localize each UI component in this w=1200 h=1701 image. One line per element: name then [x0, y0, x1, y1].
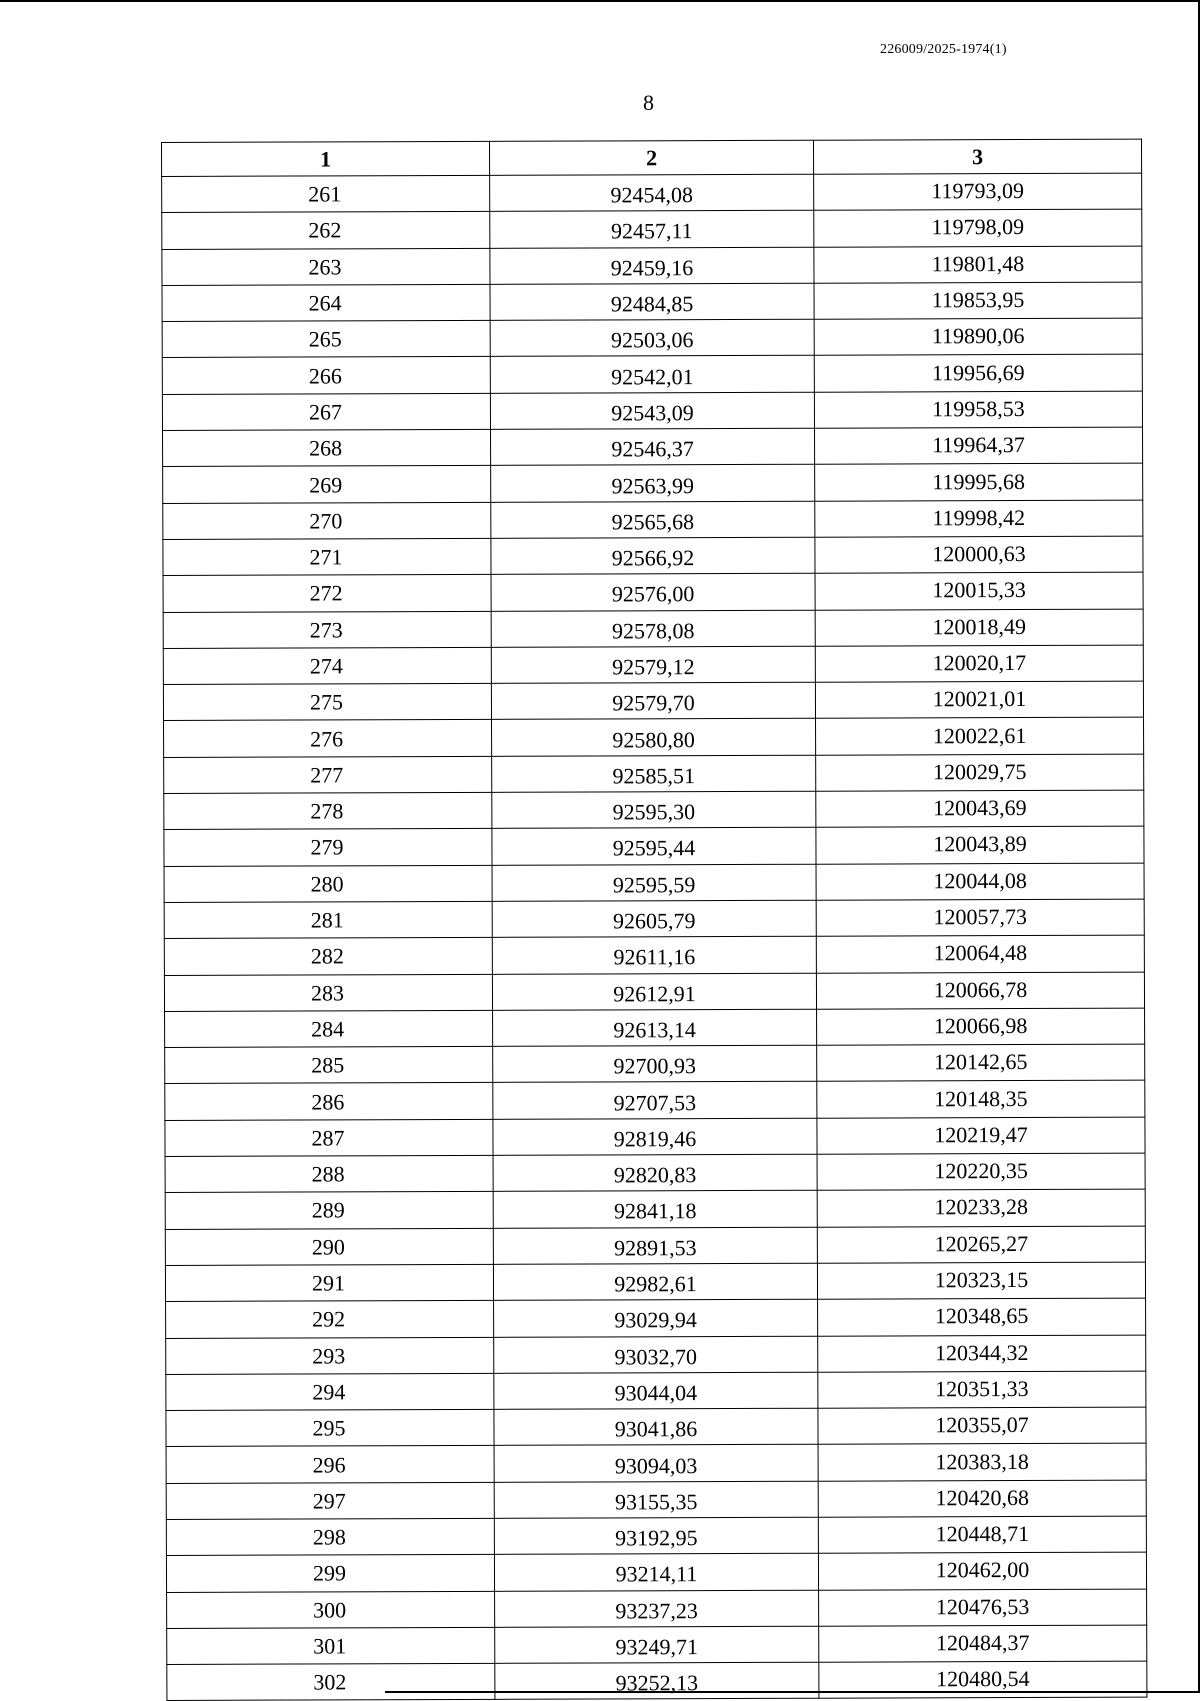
cell-x-coordinate: 92566,92: [491, 537, 815, 574]
cell-y-coordinate: 119958,53: [814, 391, 1142, 428]
table-row: [163, 536, 1143, 576]
cell-x-coordinate: 92611,16: [492, 936, 816, 973]
cell-x-coordinate: 93214,11: [494, 1553, 818, 1590]
cell-point-number: 263: [162, 248, 490, 285]
table-row: [166, 1407, 1146, 1447]
cell-y-coordinate: 120383,18: [818, 1443, 1146, 1480]
cell-y-coordinate: 120476,53: [819, 1589, 1147, 1626]
cell-y-coordinate: 120018,49: [815, 609, 1143, 646]
cell-x-coordinate: 93249,71: [495, 1626, 819, 1663]
cell-y-coordinate: 120066,78: [816, 972, 1144, 1009]
cell-y-coordinate: 120015,33: [815, 572, 1143, 609]
cell-x-coordinate: 92503,06: [490, 319, 814, 356]
table-row: [166, 1371, 1146, 1411]
cell-point-number: 264: [162, 284, 490, 321]
cell-y-coordinate: 119890,06: [814, 318, 1142, 355]
cell-x-coordinate: 92578,08: [491, 610, 815, 647]
cell-point-number: 284: [165, 1010, 493, 1047]
cell-y-coordinate: 120148,35: [817, 1080, 1145, 1117]
table-row: [167, 1661, 1147, 1701]
cell-y-coordinate: 119998,42: [815, 500, 1143, 537]
cell-point-number: 298: [166, 1518, 494, 1555]
cell-x-coordinate: 93192,95: [494, 1517, 818, 1554]
table-row: [163, 572, 1143, 612]
cell-x-coordinate: 92595,30: [492, 791, 816, 828]
table-row: [162, 173, 1142, 213]
table-row: [166, 1516, 1146, 1556]
cell-y-coordinate: 119801,48: [814, 246, 1142, 283]
cell-x-coordinate: 93041,86: [494, 1408, 818, 1445]
table-row: [166, 1298, 1146, 1338]
cell-x-coordinate: 92543,09: [490, 392, 814, 429]
table-row: [162, 318, 1142, 358]
table-row: [164, 935, 1144, 975]
cell-x-coordinate: 92613,14: [493, 1009, 817, 1046]
cell-y-coordinate: 120420,68: [818, 1480, 1146, 1517]
page-number: 8: [643, 90, 654, 115]
table-row: [162, 355, 1142, 395]
cell-point-number: 282: [164, 938, 492, 975]
cell-x-coordinate: 92576,00: [491, 573, 815, 610]
cell-y-coordinate: 119853,95: [814, 282, 1142, 319]
cell-y-coordinate: 119964,37: [815, 427, 1143, 464]
cell-x-coordinate: 92579,70: [491, 682, 815, 719]
cell-x-coordinate: 92700,93: [493, 1045, 817, 1082]
cell-y-coordinate: 120057,73: [816, 899, 1144, 936]
table-row: [163, 609, 1143, 649]
column-header-y: 3: [813, 139, 1141, 174]
cell-y-coordinate: 120029,75: [816, 754, 1144, 791]
table-row: [162, 391, 1142, 431]
table-row: [165, 1262, 1145, 1302]
cell-y-coordinate: 119956,69: [814, 355, 1142, 392]
cell-point-number: 279: [164, 829, 492, 866]
page-border-top: [0, 0, 1200, 2]
cell-y-coordinate: 120344,32: [818, 1335, 1146, 1372]
cell-point-number: 269: [163, 466, 491, 503]
cell-point-number: 287: [165, 1119, 493, 1156]
table-row: [166, 1335, 1146, 1375]
cell-x-coordinate: 92580,80: [492, 719, 816, 756]
cell-y-coordinate: 120348,65: [818, 1298, 1146, 1335]
cell-point-number: 277: [164, 756, 492, 793]
cell-x-coordinate: 92585,51: [492, 755, 816, 792]
cell-point-number: 295: [166, 1409, 494, 1446]
table-row: [167, 1625, 1147, 1665]
cell-x-coordinate: 93032,70: [494, 1336, 818, 1373]
cell-y-coordinate: 120020,17: [815, 645, 1143, 682]
cell-point-number: 302: [167, 1664, 495, 1701]
cell-y-coordinate: 120219,47: [817, 1117, 1145, 1154]
cell-x-coordinate: 92605,79: [492, 900, 816, 937]
table-row: [164, 826, 1144, 866]
table-row: [163, 500, 1143, 540]
table-row: [164, 718, 1144, 758]
cell-x-coordinate: 93237,23: [495, 1590, 819, 1627]
table-row: [164, 790, 1144, 830]
table-row: [164, 754, 1144, 794]
cell-point-number: 275: [163, 684, 491, 721]
table-row: [166, 1480, 1146, 1520]
table-body: [162, 173, 1147, 1701]
column-header-x: 2: [489, 140, 813, 175]
cell-point-number: 294: [166, 1373, 494, 1410]
cell-point-number: 266: [162, 357, 490, 394]
table-row: [162, 209, 1142, 249]
cell-x-coordinate: 93029,94: [494, 1299, 818, 1336]
cell-point-number: 283: [164, 974, 492, 1011]
cell-x-coordinate: 92484,85: [490, 283, 814, 320]
cell-x-coordinate: 93155,35: [494, 1481, 818, 1518]
cell-y-coordinate: 120064,48: [816, 935, 1144, 972]
cell-point-number: 285: [165, 1046, 493, 1083]
cell-point-number: 262: [162, 212, 490, 249]
cell-point-number: 300: [167, 1591, 495, 1628]
cell-x-coordinate: 92820,83: [493, 1154, 817, 1191]
cell-y-coordinate: 120265,27: [817, 1226, 1145, 1263]
cell-point-number: 265: [162, 321, 490, 358]
cell-point-number: 297: [166, 1482, 494, 1519]
cell-x-coordinate: 92707,53: [493, 1082, 817, 1119]
cell-point-number: 301: [167, 1627, 495, 1664]
cell-point-number: 292: [166, 1301, 494, 1338]
table-row: [165, 1189, 1145, 1229]
cell-x-coordinate: 92595,59: [492, 864, 816, 901]
table-row: [165, 1117, 1145, 1157]
table-row: [164, 899, 1144, 939]
cell-x-coordinate: 92457,11: [490, 211, 814, 248]
cell-y-coordinate: 120220,35: [817, 1153, 1145, 1190]
cell-x-coordinate: 92542,01: [490, 356, 814, 393]
cell-point-number: 274: [163, 647, 491, 684]
cell-point-number: 278: [164, 792, 492, 829]
cell-point-number: 273: [163, 611, 491, 648]
cell-y-coordinate: 120448,71: [818, 1516, 1146, 1553]
cell-y-coordinate: 120044,08: [816, 863, 1144, 900]
cell-point-number: 267: [162, 393, 490, 430]
cell-y-coordinate: 120462,00: [818, 1552, 1146, 1589]
cell-point-number: 293: [166, 1337, 494, 1374]
cell-x-coordinate: 92982,61: [493, 1263, 817, 1300]
cell-point-number: 291: [165, 1264, 493, 1301]
table-row: [166, 1443, 1146, 1483]
cell-point-number: 271: [163, 538, 491, 575]
cell-x-coordinate: 93252,13: [495, 1662, 819, 1699]
cell-x-coordinate: 92612,91: [492, 973, 816, 1010]
table-row: [167, 1589, 1147, 1629]
cell-point-number: 286: [165, 1083, 493, 1120]
table-row: [164, 972, 1144, 1012]
cell-x-coordinate: 92454,08: [490, 174, 814, 211]
cell-x-coordinate: 92595,44: [492, 828, 816, 865]
cell-point-number: 261: [162, 175, 490, 212]
cell-x-coordinate: 92579,12: [491, 646, 815, 683]
cell-y-coordinate: 120355,07: [818, 1407, 1146, 1444]
cell-y-coordinate: 120484,37: [819, 1625, 1147, 1662]
cell-point-number: 281: [164, 901, 492, 938]
cell-y-coordinate: 120351,33: [818, 1371, 1146, 1408]
cell-point-number: 288: [165, 1155, 493, 1192]
cell-y-coordinate: 120233,28: [817, 1189, 1145, 1226]
cell-point-number: 290: [165, 1228, 493, 1265]
document-registration-number: 226009/2025-1974(1): [880, 42, 1007, 57]
cell-point-number: 276: [164, 720, 492, 757]
table-row: [165, 1044, 1145, 1084]
cell-x-coordinate: 92459,16: [490, 247, 814, 284]
cell-x-coordinate: 93044,04: [494, 1372, 818, 1409]
coordinates-table: [161, 139, 1147, 1701]
table-row: [163, 681, 1143, 721]
cell-y-coordinate: 120021,01: [815, 681, 1143, 718]
table-row: [163, 463, 1143, 503]
cell-x-coordinate: 92891,53: [493, 1227, 817, 1264]
table-row: [162, 246, 1142, 286]
cell-y-coordinate: 120043,89: [816, 826, 1144, 863]
cell-y-coordinate: 119793,09: [814, 173, 1142, 210]
cell-point-number: 280: [164, 865, 492, 902]
cell-x-coordinate: 92841,18: [493, 1191, 817, 1228]
table-row: [163, 427, 1143, 467]
cell-point-number: 296: [166, 1446, 494, 1483]
cell-y-coordinate: 119798,09: [814, 209, 1142, 246]
cell-y-coordinate: 120480,54: [819, 1661, 1147, 1698]
cell-y-coordinate: 120022,61: [816, 718, 1144, 755]
cell-x-coordinate: 92563,99: [491, 465, 815, 502]
cell-point-number: 270: [163, 502, 491, 539]
table-row: [162, 282, 1142, 322]
cell-x-coordinate: 92546,37: [491, 428, 815, 465]
column-header-point: 1: [162, 141, 490, 176]
table-row: [166, 1552, 1146, 1592]
cell-x-coordinate: 92819,46: [493, 1118, 817, 1155]
cell-y-coordinate: 120323,15: [817, 1262, 1145, 1299]
table-row: [165, 1226, 1145, 1266]
table-row: [165, 1153, 1145, 1193]
cell-point-number: 272: [163, 575, 491, 612]
cell-y-coordinate: 119995,68: [815, 463, 1143, 500]
cell-y-coordinate: 120142,65: [817, 1044, 1145, 1081]
table-row: [164, 863, 1144, 903]
cell-x-coordinate: 93094,03: [494, 1445, 818, 1482]
table-header-row: [162, 139, 1142, 176]
table-row: [165, 1008, 1145, 1048]
cell-x-coordinate: 92565,68: [491, 501, 815, 538]
cell-point-number: 268: [163, 429, 491, 466]
table-row: [163, 645, 1143, 685]
table-row: [165, 1080, 1145, 1120]
cell-y-coordinate: 120000,63: [815, 536, 1143, 573]
cell-y-coordinate: 120066,98: [817, 1008, 1145, 1045]
cell-point-number: 289: [165, 1192, 493, 1229]
cell-point-number: 299: [166, 1555, 494, 1592]
cell-y-coordinate: 120043,69: [816, 790, 1144, 827]
